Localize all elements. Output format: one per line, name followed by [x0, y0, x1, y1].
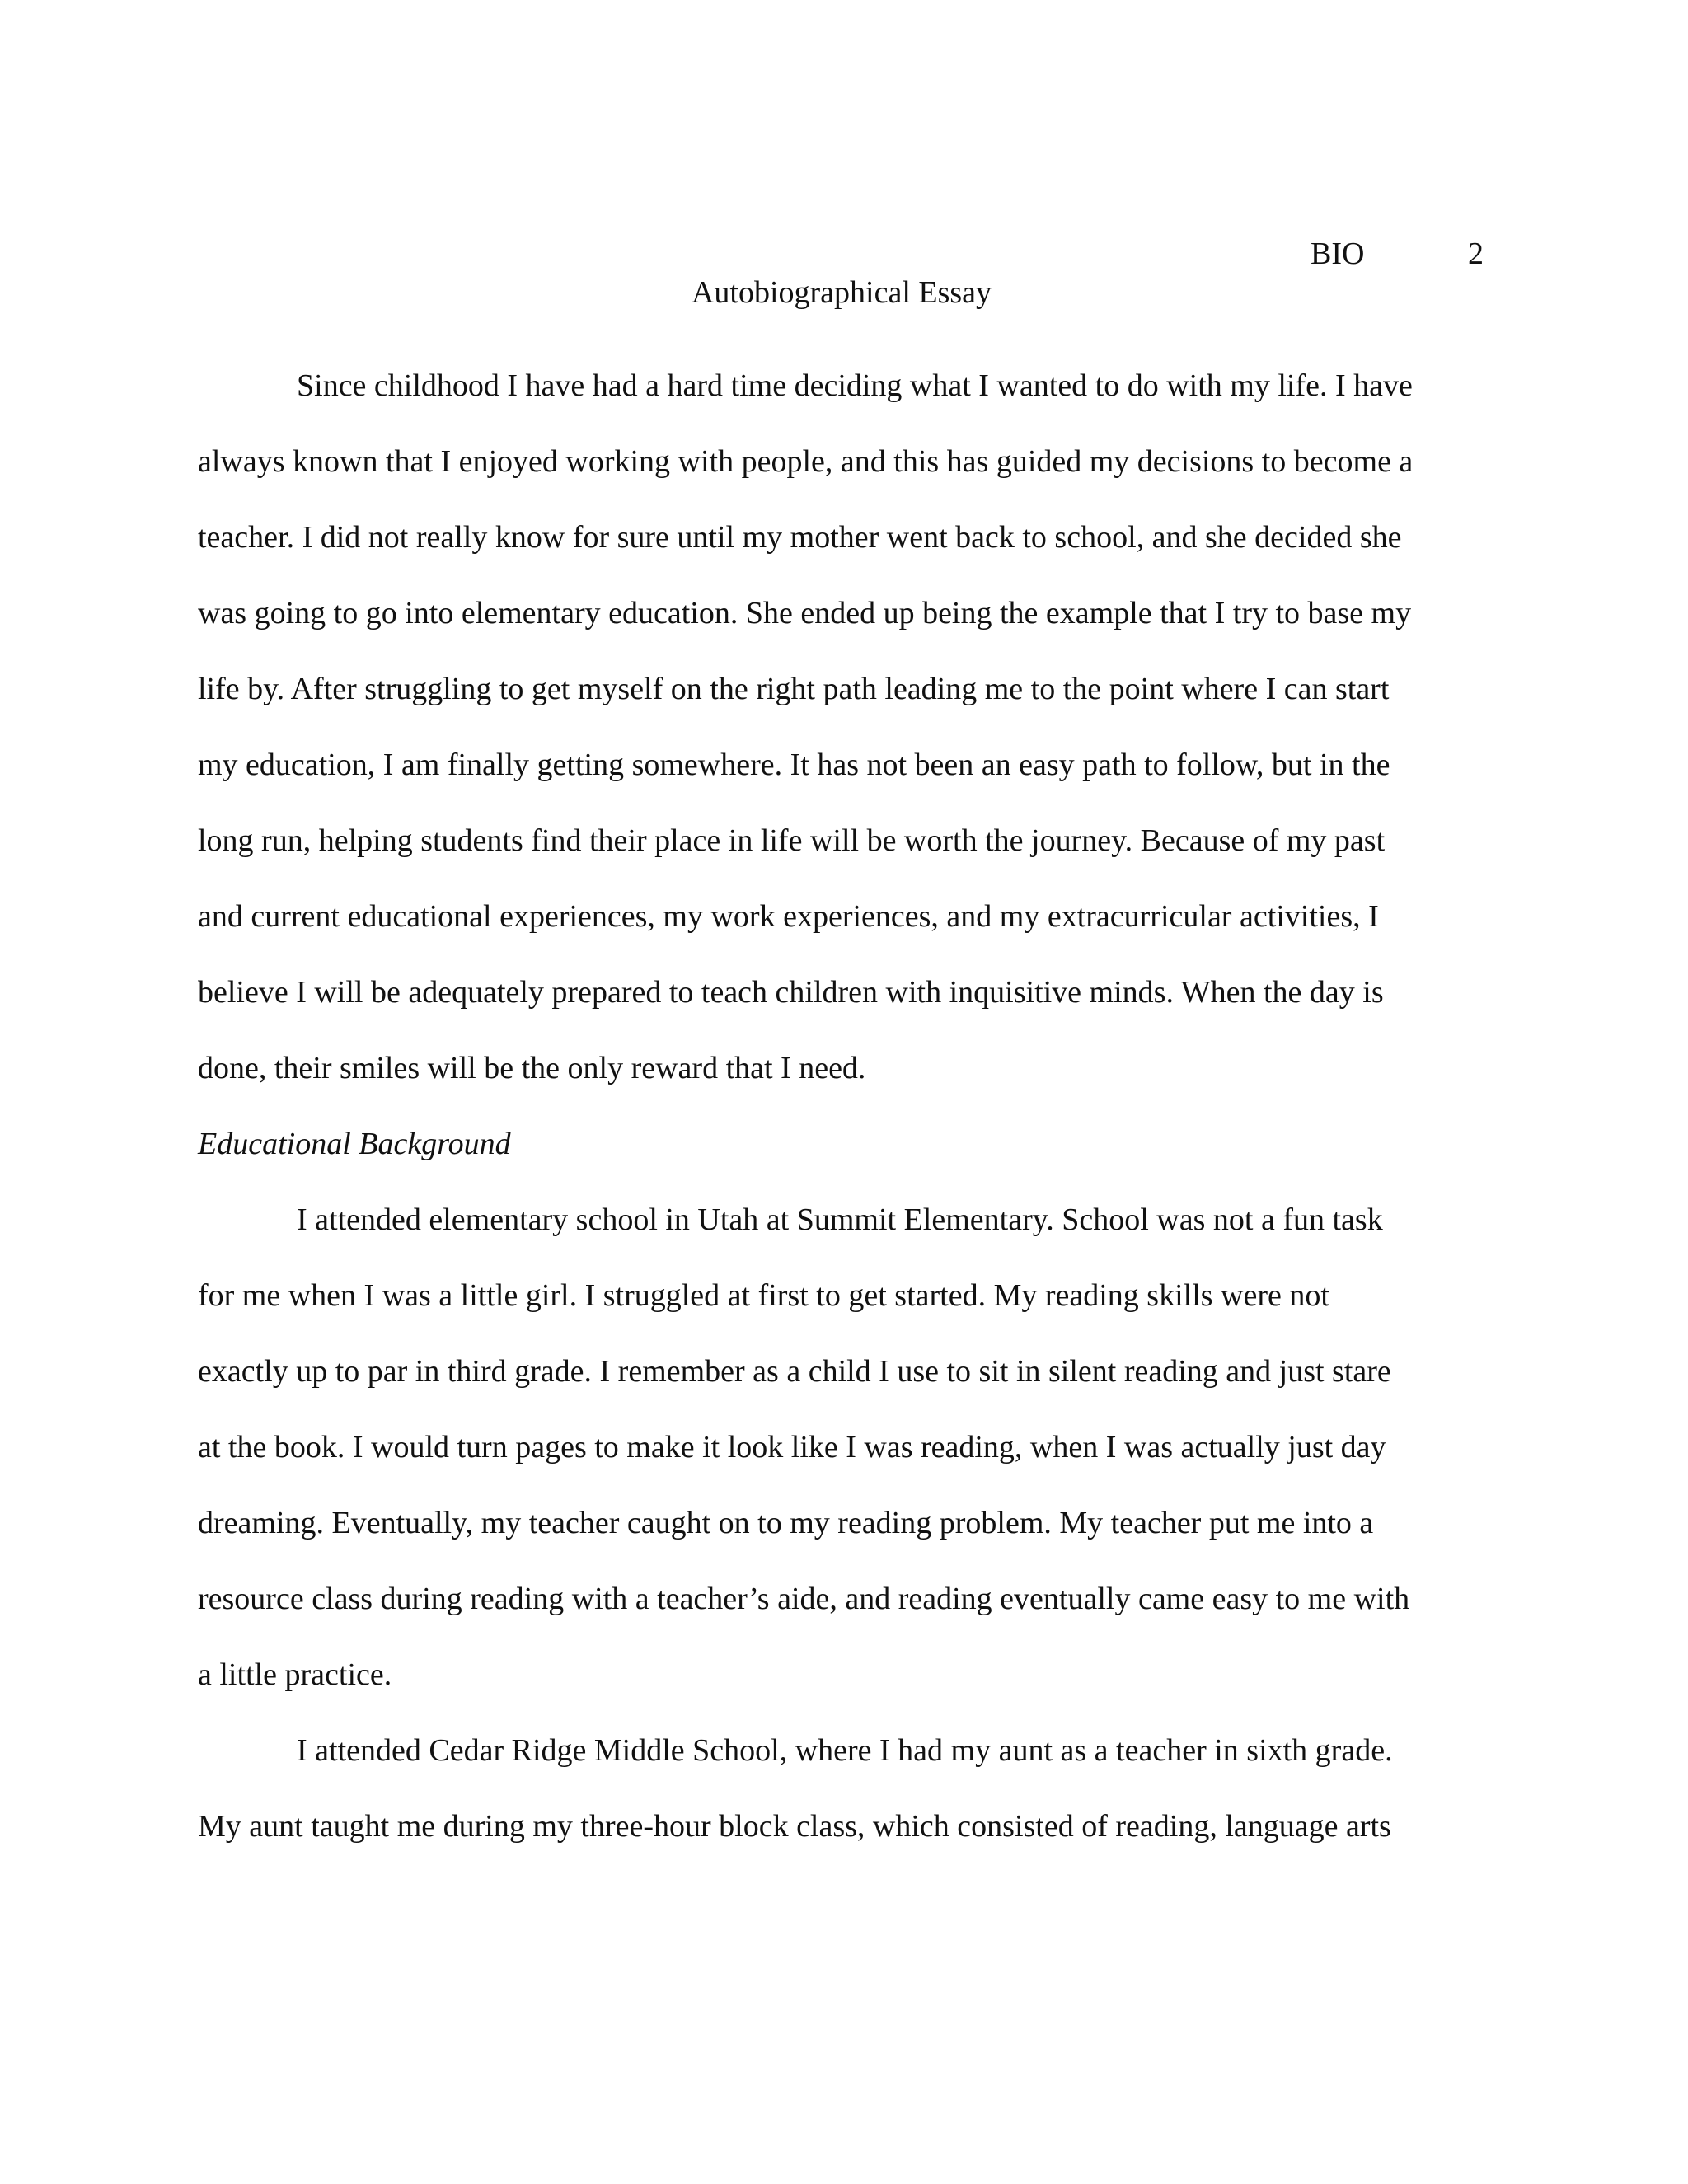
section-heading: Educational Background — [198, 1127, 511, 1161]
paragraph-line: I attended elementary school in Utah at Summit Elementary. School was not a fun task — [297, 1202, 1383, 1237]
paragraph-line: and current educational experiences, my work experiences, and my extracurricular activities, I — [198, 899, 1379, 934]
paragraph-line: life by. After struggling to get myself on the right path leading me to the point where I can start — [198, 672, 1390, 706]
paragraph-line: teacher. I did not really know for sure until my mother went back to school, and she decided she — [198, 520, 1402, 555]
middle-school-paragraph — [198, 1713, 1485, 1864]
running-head-title: BIO — [1311, 237, 1365, 271]
paragraph-line: long run, helping students find their place in life will be worth the journey. Because of my past — [198, 823, 1386, 858]
paragraph-line: My aunt taught me during my three-hour block class, which consisted of reading, language arts — [198, 1809, 1391, 1844]
paragraph-line: always known that I enjoyed working with people, and this has guided my decisions to become a — [198, 444, 1414, 479]
paragraph-line: was going to go into elementary education. She ended up being the example that I try to base my — [198, 596, 1412, 630]
paragraph-line: exactly up to par in third grade. I remember as a child I use to sit in silent reading and just stare — [198, 1354, 1391, 1389]
paragraph-line: a little practice. — [198, 1657, 392, 1692]
page-number: 2 — [1468, 237, 1484, 271]
essay-title: Autobiographical Essay — [691, 275, 992, 310]
running-head — [1311, 233, 1484, 274]
paragraph-line: resource class during reading with a teacher’s aide, and reading eventually came easy to me with — [198, 1582, 1410, 1616]
elementary-paragraph — [198, 1182, 1485, 1713]
essay-body — [198, 272, 1485, 1864]
paragraph-line: Since childhood I have had a hard time deciding what I wanted to do with my life. I have — [297, 368, 1413, 403]
paragraph-line: done, their smiles will be the only reward that I need. — [198, 1051, 866, 1085]
paragraph-line: my education, I am finally getting somewhere. It has not been an easy path to follow, but in the — [198, 748, 1390, 782]
paragraph-line: I attended Cedar Ridge Middle School, where I had my aunt as a teacher in sixth grade. — [297, 1733, 1393, 1768]
paragraph-line: at the book. I would turn pages to make it look like I was reading, when I was actually just day — [198, 1430, 1386, 1465]
intro-paragraph — [198, 348, 1485, 1106]
paragraph-line: believe I will be adequately prepared to teach children with inquisitive minds. When the day is — [198, 975, 1384, 1010]
paragraph-line: for me when I was a little girl. I struggled at first to get started. My reading skills were not — [198, 1278, 1329, 1313]
paragraph-line: dreaming. Eventually, my teacher caught on to my reading problem. My teacher put me into a — [198, 1506, 1374, 1540]
